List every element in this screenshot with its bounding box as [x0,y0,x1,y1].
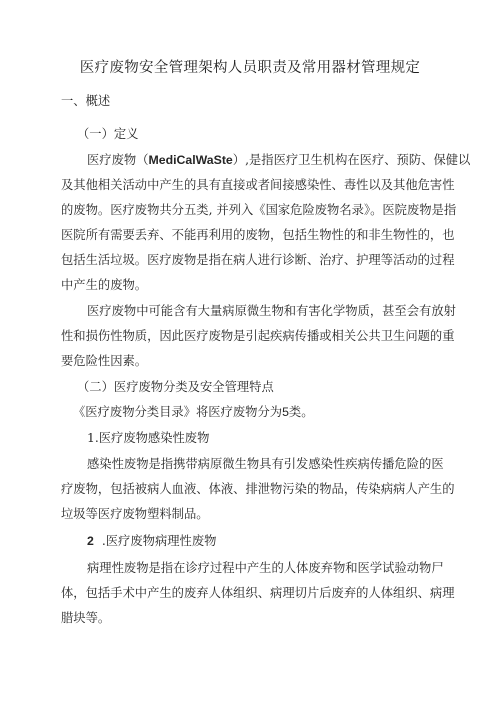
paragraph-infectious-line-1: 感染性废物是指携带病原微生物具有引发感染性疾病传播危险的医 [87,457,444,471]
paragraph-infectious-line-3: 垃圾等医疗废物塑料制品。 [61,507,209,521]
paragraph-hazard-line-3: 要危险性因素。 [61,354,148,368]
paragraph-infectious-line-2: 疗废物，包括被病人血液、体液、排泄物污染的物品，传染病病人产生的 [61,482,455,496]
paragraph-definition-line-6: 中产生的废物。 [61,278,148,292]
paragraph-classification-count [73,404,314,420]
text-run: 类。 [288,405,314,419]
paragraph-pathological-line-1: 病理性废物是指在诊疗过程中产生的人体废弃物和医学试验动物尸 [87,561,444,575]
paragraph-definition-line-1 [87,152,470,168]
paragraph-hazard-line-2: 性和损伤性物质，因此医疗废物是引起疾病传播或相关公共卫生问题的重 [61,329,455,343]
paragraph-definition-line-3: 的废物。医疗废物共分五类, 并列入《国家危险废物名录》。医院废物是指 [61,203,457,217]
document-title: 医疗废物安全管理架构人员职责及常用器材管理规定 [79,60,421,76]
item-heading-infectious-waste: 1.医疗废物感染性废物 [87,431,210,445]
text-run: ）,是指医疗卫生机构在医疗、预防、保健以 [232,153,471,167]
text-run: 医疗废物（ [87,153,149,167]
paragraph-definition-line-5: 包括生活垃圾。医疗废物是指在病人进行诊断、治疗、护理等活动的过程 [61,253,455,267]
text-run: 《医疗废物分类目录》将医疗废物分为 [73,405,283,419]
category-count: 5 [282,405,289,419]
text-run: .医疗废物病理性废物 [101,534,217,548]
paragraph-pathological-line-2: 体，包括手术中产生的废弃人体组织、病理切片后废弃的人体组织、病理 [61,586,455,600]
item-heading-pathological-waste [87,533,216,549]
paragraph-definition-line-2: 及其他相关活动中产生的具有直接或者间接感染性、毒性以及其他危害性 [61,178,455,192]
paragraph-definition-line-4: 医院所有需要丢弃、不能再利用的废物，包括生物性的和非生物性的，也 [61,228,455,242]
paragraph-hazard-line-1: 医疗废物中可能含有大量病原微生物和有害化学物质，甚至会有放射 [87,304,456,318]
section-heading-overview: 一、概述 [61,94,111,108]
paragraph-pathological-line-3: 腊块等。 [61,611,111,625]
subsection-heading-definition: （一）定义 [77,127,139,141]
item-number: 2 [87,534,94,548]
subsection-heading-classification: （二）医疗废物分类及安全管理特点 [77,380,274,394]
term-medical-waste: MediCalWaSte [148,153,233,167]
